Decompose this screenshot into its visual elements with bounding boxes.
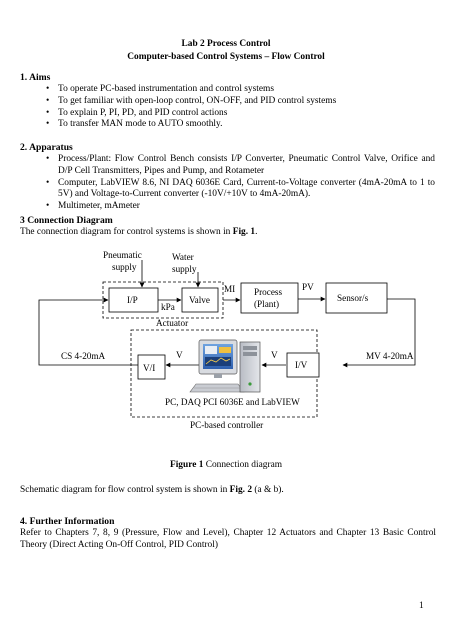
svg-text:V/I: V/I: [143, 363, 156, 373]
kpa-label: kPa: [161, 302, 175, 312]
list-item: • Process/Plant: Flow Control Bench consists I/P Converter, Pneumatic Control Valve, Orifice and D/P Cell Transmitters, Pipes and Pump, and Rotameter: [40, 154, 435, 178]
schematic-text: Schematic diagram for flow control system is shown in Fig. 2 (a & b).: [20, 485, 284, 495]
actuator-label: Actuator: [156, 318, 189, 328]
pc-caption: PC, DAQ PCI 6036E and LabVIEW: [165, 397, 300, 407]
svg-text:supply: supply: [112, 262, 137, 272]
pneumatic-supply-label: Pneumatic: [103, 250, 142, 260]
water-supply-label: Water: [172, 252, 194, 262]
svg-text:Sensor/s: Sensor/s: [337, 293, 369, 303]
svg-text:Valve: Valve: [189, 295, 210, 305]
svg-text:V: V: [176, 350, 183, 360]
pv-label: PV: [302, 282, 314, 292]
mi-label: MI: [224, 284, 236, 294]
pc-controller-label: PC-based controller: [190, 420, 264, 430]
page-subtitle: Computer-based Control Systems – Flow Control: [127, 52, 325, 62]
svg-text:I/V: I/V: [295, 360, 308, 370]
apparatus-heading: 2. Apparatus: [20, 142, 73, 153]
further-text: Refer to Chapters 7, 8, 9 (Pressure, Flow and Level), Chapter 12 Actuators and Chapter 13 Basic Control Theory (Direct Acting On-Off Control, PID Control): [20, 528, 436, 550]
page-title: Lab 2 Process Control: [181, 39, 271, 49]
list-item: • Computer, LabVIEW 8.6, NI DAQ 6036E Card, Current-to-Voltage converter (4mA-20mA to 1 to 5V) and Voltage-to-Current converter (-10V/+10V to 4mA-20mA).: [40, 178, 435, 202]
svg-text:(Plant): (Plant): [254, 299, 280, 309]
svg-text:supply: supply: [172, 264, 197, 274]
page-number: 1: [419, 601, 424, 611]
connection-intro: The connection diagram for control systems is shown in Fig. 1.: [20, 227, 258, 237]
connection-heading: 3 Connection Diagram: [20, 215, 113, 226]
figure-ref: Fig. 2: [229, 485, 253, 495]
list-item: • To transfer MAN mode to AUTO smoothly.: [40, 119, 420, 131]
svg-text:I/P: I/P: [127, 295, 138, 305]
further-heading: 4. Further Information: [20, 516, 115, 527]
figure-ref: Fig. 1: [232, 227, 256, 237]
cs-label: CS 4-20mA: [61, 351, 106, 361]
computer-icon: [190, 340, 260, 392]
list-item: • To explain P, PI, PD, and PID control actions: [40, 108, 420, 120]
mv-label: MV 4-20mA: [366, 351, 414, 361]
aims-heading: 1. Aims: [20, 72, 51, 83]
svg-text:V: V: [271, 350, 278, 360]
figure-caption: Figure 1 Connection diagram: [169, 460, 283, 470]
list-item: • Multimeter, mAmeter: [40, 201, 435, 213]
list-item: • To get familiar with open-loop control, ON-OFF, and PID control systems: [40, 96, 420, 108]
svg-text:Process: Process: [254, 287, 283, 297]
list-item: • To operate PC-based instrumentation and control systems: [40, 84, 420, 96]
